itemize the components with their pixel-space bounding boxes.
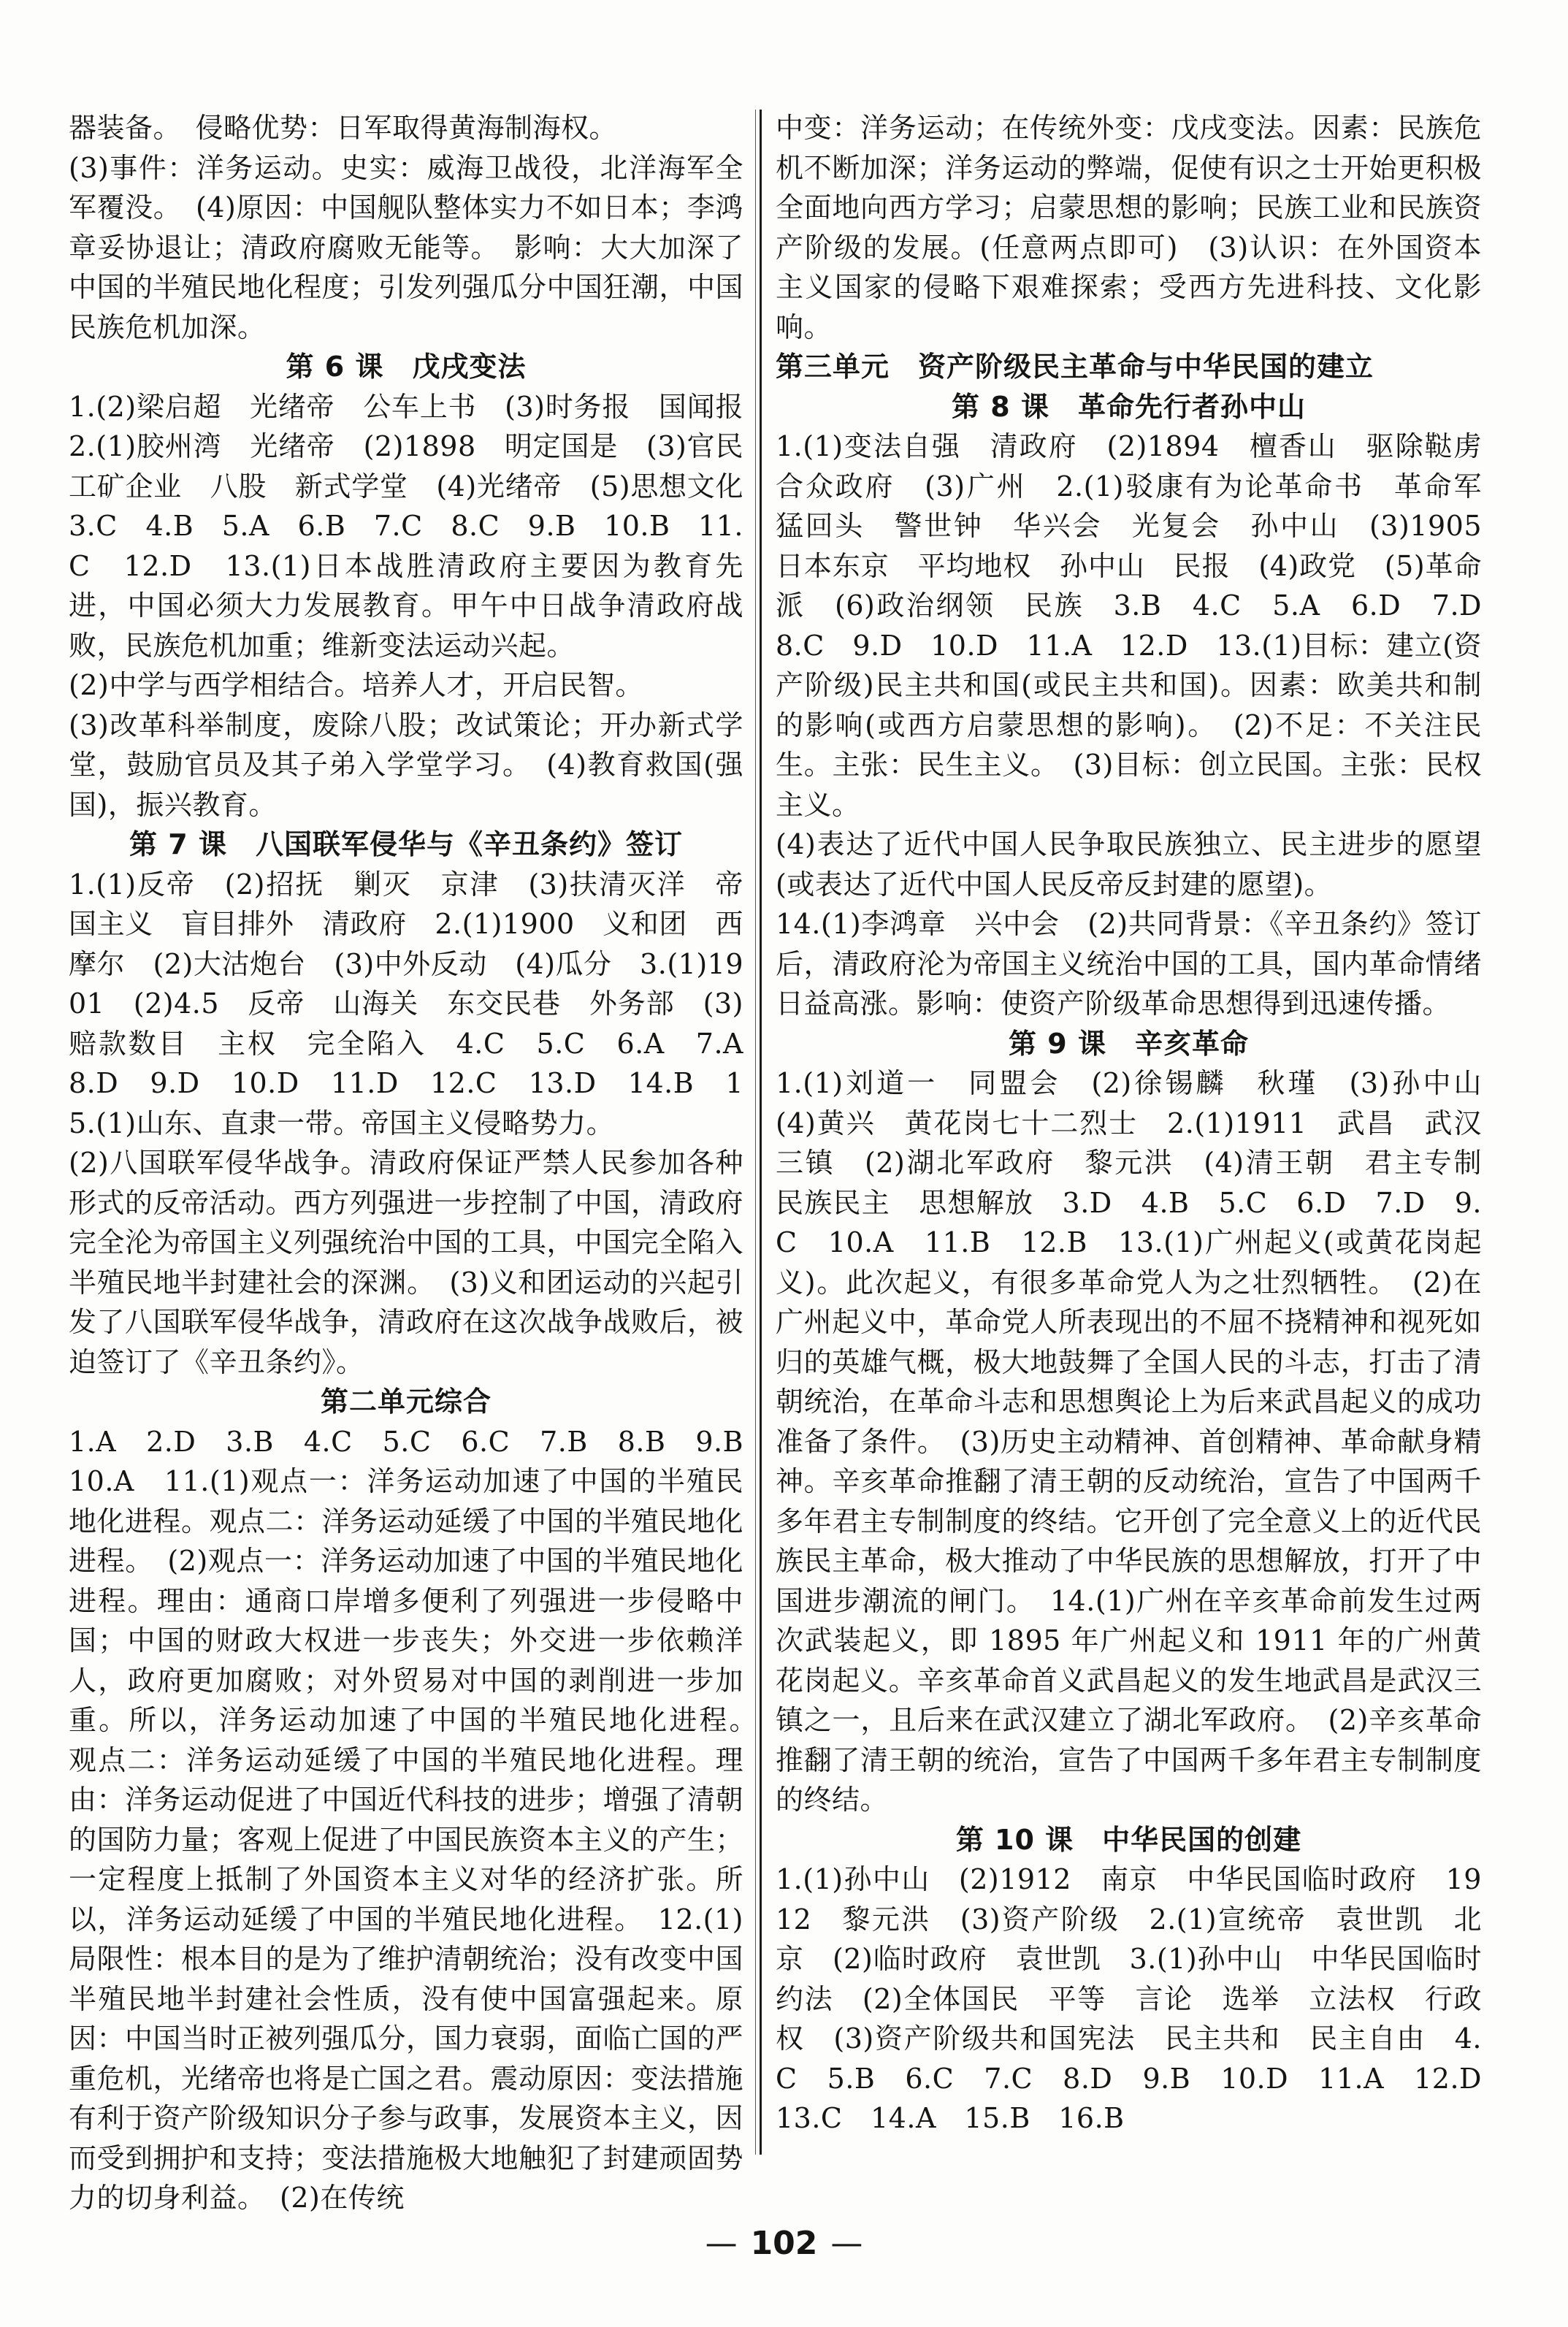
answer-paragraph: 1.(1)孙中山 (2)1912 南京 中华民国临时政府 1912 黎元洪 (3)资产阶级 2.(1)宣统帝 袁世凯 北京 (2)临时政府 袁世凯 3.(1)孙中山 中华民国临时约法 (2)全体国民 平等 言论 选举 立法权 行政权 (3)资产阶级共和国宪法 民主共和 民主自由 4.C 5.B 6.C 7.C 8.D 9.B 10.D 11.A 12.D 13.C 14.A 15.B 16.B — [776, 1863, 1510, 2134]
page-footer — [0, 2225, 1568, 2262]
lesson-heading: 第二单元综合 — [320, 1386, 492, 1418]
answer-paragraph: (3)事件：洋务运动。史实：威海卫战役，北洋海军全军覆没。 (4)原因：中国舰队整体实力不如日本；李鸿章妥协退让；清政府腐败无能等。 影响：大大加深了中国的半殖民地化程度；引发列强瓜分中国狂潮，中国民族危机加深。 — [69, 151, 744, 343]
left-column — [69, 108, 772, 2218]
answer-paragraph: 1.(2)梁启超 光绪帝 公车上书 (3)时务报 国闻报 2.(1)胶州湾 光绪帝 (2)1898 明定国是 (3)官民 工矿企业 八股 新式学堂 (4)光绪帝 (5)思想文化 3.C 4.B 5.A 6.B 7.C 8.C 9.B 10.B 11.C 12.D 13.(1)日本战胜清政府主要因为教育先进，中国必须大力发展教育。甲午中日战争清政府战败，民族危机加重；维新变法运动兴起。 — [69, 390, 772, 662]
footer-dash-right: — — [830, 2225, 863, 2262]
footer-dash-left: — — [705, 2225, 738, 2262]
lesson-heading: 第 7 课 八国联军侵华与《辛丑条约》签订 — [129, 828, 683, 860]
answer-paragraph: 1.(1)刘道一 同盟会 (2)徐锡麟 秋瑾 (3)孙中山 (4)黄兴 黄花岗七十二烈士 2.(1)1911 武昌 武汉三镇 (2)湖北军政府 黎元洪 (4)清王朝 君主专制 民族民主 思想解放 3.D 4.B 5.C 6.D 7.D 9.C 10.A 11.B 12.B 13.(1)广州起义(或黄花岗起义)。此次起义，有很多革命党人为之壮烈牺牲。 (2)在广州起义中，革命党人所表现出的不屈不挠精神和视死如归的英雄气概，极大地鼓舞了全国人民的斗志，打击了清朝统治，在革命斗志和思想舆论上为后来武昌起义的成功准备了条件。 (3)历史主动精神、首创精神、革命献身精神。辛亥革命推翻了清王朝的反动统治，宣告了中国两千多年君主专制制度的终结。它开创了完全意义上的近代民族民主革命，极大推动了中华民族的思想解放，打开了中国进步潮流的闸门。 14.(1)广州在辛亥革命前发生过两次武装起义，即 1895 年广州起义和 1911 年的广州黄花岗起义。辛亥革命首义武昌起义的发生地武昌是武汉三镇之一，且后来在武汉建立了湖北军政府。 (2)辛亥革命推翻了清王朝的统治，宣告了中国两千多年君主专制制度的终结。 — [776, 1067, 1510, 1816]
answer-paragraph: (3)改革科举制度，废除八股；改试策论；开办新式学堂，鼓励官员及其子弟入学堂学习。 (4)教育救国(强国)，振兴教育。 — [69, 708, 743, 821]
answer-paragraph: 1.(1)变法自强 清政府 (2)1894 檀香山 驱除鞑虏 合众政府 (3)广州 2.(1)驳康有为论革命书 革命军 猛回头 警世钟 华兴会 光复会 孙中山 (3)1905 日本东京 平均地权 孙中山 民报 (4)政党 (5)革命派 (6)政治纲领 民族 3.B 4.C 5.A 6.D 7.D 8.C 9.D 10.D 11.A 12.D 13.(1)目标：建立(资产阶级)民主共和国(或民主共和国)。因素：欧美共和制的影响(或西方启蒙思想的影响)。 (2)不足：不关注民生。主张：民生主义。 (3)目标：创立民国。主张：民权主义。 — [776, 430, 1510, 821]
lesson-heading: 第 6 课 戊戌变法 — [286, 351, 527, 383]
page-number: 102 — [750, 2225, 818, 2262]
unit-heading: 第三单元 资产阶级民主革命与中华民国的建立 — [776, 351, 1374, 383]
answer-paragraph: 器装备。 侵略优势：日军取得黄海制海权。 — [69, 112, 618, 144]
answer-paragraph: 中变：洋务运动；在传统外变：戊戌变法。因素：民族危机不断加深；洋务运动的弊端，促使有识之士开始更积极全面地向西方学习；启蒙思想的影响；民族工业和民族资产阶级的发展。(任意两点即可) (3)认识：在外国资本主义国家的侵略下艰难探索；受西方先进科技、文化影响。 — [776, 112, 1482, 343]
answer-paragraph: (4)表达了近代中国人民争取民族独立、民主进步的愿望(或表达了近代中国人民反帝反封建的愿望)。 — [776, 828, 1482, 901]
lesson-heading: 第 10 课 中华民国的创建 — [955, 1823, 1302, 1856]
answer-paragraph: 14.(1)李鸿章 兴中会 (2)共同背景：《辛丑条约》签订后，清政府沦为帝国主义统治中国的工具，国内革命情绪日益高涨。影响：使资产阶级革命思想得到迅速传播。 — [776, 908, 1482, 1020]
answer-paragraph: 1.(1)反帝 (2)招抚 剿灭 京津 (3)扶清灭洋 帝国主义 盲目排外 清政府 2.(1)1900 义和团 西摩尔 (2)大沽炮台 (3)中外反动 (4)瓜分 3.(1)1901 (2)4.5 反帝 山海关 东交民巷 外务部 (3)赔款数目 主权 完全陷入 4.C 5.C 6.A 7.A 8.D 9.D 10.D 11.D 12.C 13.D 14.B 15.(1)山东、直隶一带。帝国主义侵略势力。 — [69, 868, 772, 1139]
answer-paragraph: 1.A 2.D 3.B 4.C 5.C 6.C 7.B 8.B 9.B 10.A 11.(1)观点一：洋务运动加速了中国的半殖民地化进程。观点二：洋务运动延缓了中国的半殖民地化进程。 (2)观点一：洋务运动加速了中国的半殖民地化进程。理由：通商口岸增多便利了列强进一步侵略中国；中国的财政大权进一步丧失；外交进一步依赖洋人，政府更加腐败；对外贸易对中国的剥削进一步加重。所以，洋务运动加速了中国的半殖民地化进程。 观点二：洋务运动延缓了中国的半殖民地化进程。理由：洋务运动促进了中国近代科技的进步；增强了清朝的国防力量；客观上促进了中国民族资本主义的产生；一定程度上抵制了外国资本主义对华的经济扩张。所以，洋务运动延缓了中国的半殖民地化进程。 12.(1)局限性：根本目的是为了维护清朝统治；没有改变中国半殖民地半封建社会性质，没有使中国富强起来。原因：中国当时正被列强瓜分，国力衰弱，面临亡国的严重危机，光绪帝也将是亡国之君。震动原因：变法措施有利于资产阶级知识分子参与政事，发展资本主义，因而受到拥护和支持；变法措施极大地触犯了封建顽固势力的切身利益。 (2)在传统 — [69, 1425, 772, 2214]
lesson-heading: 第 9 课 辛亥革命 — [1009, 1027, 1249, 1060]
answer-paragraph: (2)中学与西学相结合。培养人才，开启民智。 — [69, 669, 643, 701]
right-column — [776, 108, 1510, 2139]
lesson-heading: 第 8 课 革命先行者孙中山 — [952, 390, 1306, 423]
answer-paragraph: (2)八国联军侵华战争。清政府保证严禁人民参加各种形式的反帝活动。西方列强进一步控制了中国，清政府完全沦为帝国主义列强统治中国的工具，中国完全陷入半殖民地半封建社会的深渊。 (3)义和团运动的兴起引发了八国联军侵华战争，清政府在这次战争战败后，被迫签订了《辛丑条约》。 — [69, 1147, 744, 1378]
